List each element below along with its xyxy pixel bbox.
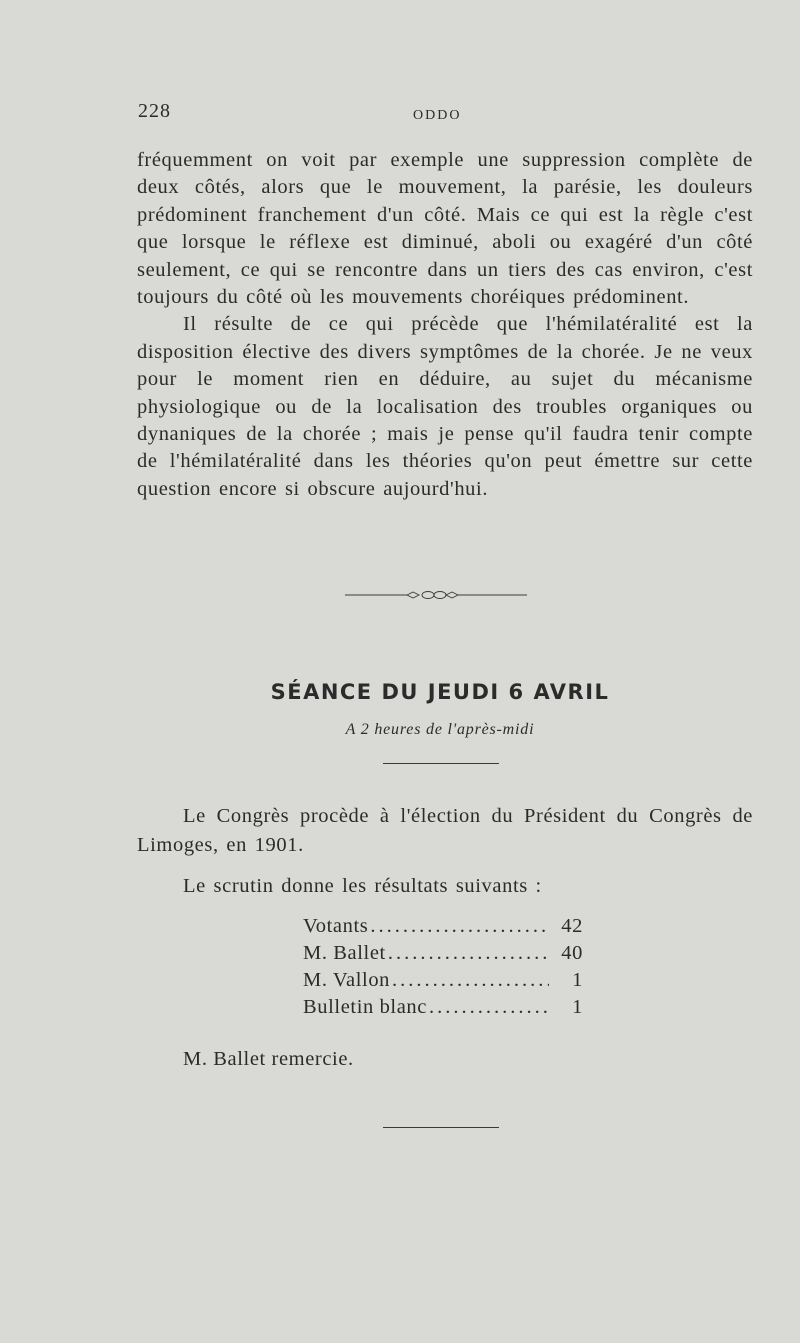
result-value: 1 <box>572 996 583 1018</box>
result-value: 1 <box>572 969 583 991</box>
leader-dots <box>429 996 549 1019</box>
end-rule <box>383 1127 499 1128</box>
result-row <box>303 996 583 1023</box>
leader-dots <box>392 969 549 992</box>
section-subtitle: A 2 heures de l'après-midi <box>345 721 535 738</box>
election-paragraph: Le Congrès procède à l'élection du Président du Congrès de Limoges, en 1901. <box>137 805 753 856</box>
body-text <box>137 147 753 503</box>
section-title: SÉANCE DU JEUDI 6 AVRIL <box>270 680 610 704</box>
leader-dots <box>388 942 549 965</box>
result-row <box>303 915 583 942</box>
running-head: ODDO <box>413 108 462 123</box>
leader-dots <box>370 915 549 938</box>
result-value: 42 <box>561 915 583 937</box>
result-label: M. Ballet <box>303 942 386 964</box>
result-row <box>303 942 583 969</box>
page-header <box>138 100 608 130</box>
page-number: 228 <box>138 100 171 122</box>
results-table <box>303 915 583 1023</box>
result-row <box>303 969 583 996</box>
result-label: M. Vallon <box>303 969 391 991</box>
paragraph-2: Il résulte de ce qui précède que l'hémilatéralité est la disposition élective des divers symptômes de la chorée. Je ne veux pour le moment rien en déduire, au sujet du mécanisme physiologique ou de la localisation des troubles organiques ou dynaniques de la chorée ; mais je pense qu'il faudra tenir compte de l'hémilatéralité dans les théories qu'on peut émettre sur cette question encore si obscure aujourd'hui. <box>137 313 753 500</box>
result-value: 40 <box>561 942 583 964</box>
ornament-divider <box>345 588 527 602</box>
result-label: Bulletin blanc <box>303 996 427 1018</box>
closing-line: M. Ballet remercie. <box>183 1048 354 1070</box>
results-intro: Le scrutin donne les résultats suivants : <box>183 875 542 897</box>
paragraph-1: fréquemment on voit par exemple une suppression complète de deux côtés, alors que le mouvement, la parésie, les douleurs prédominent franchement d'un côté. Mais ce qui est la règle c'est que lorsque le réflexe est diminué, aboli ou exagéré d'un côté seulement, ce qui se rencontre dans un tiers des cas environ, c'est toujours du côté où les mouvements choréiques prédominent. <box>137 149 753 309</box>
separator-rule <box>383 763 499 764</box>
result-label: Votants <box>303 915 369 937</box>
